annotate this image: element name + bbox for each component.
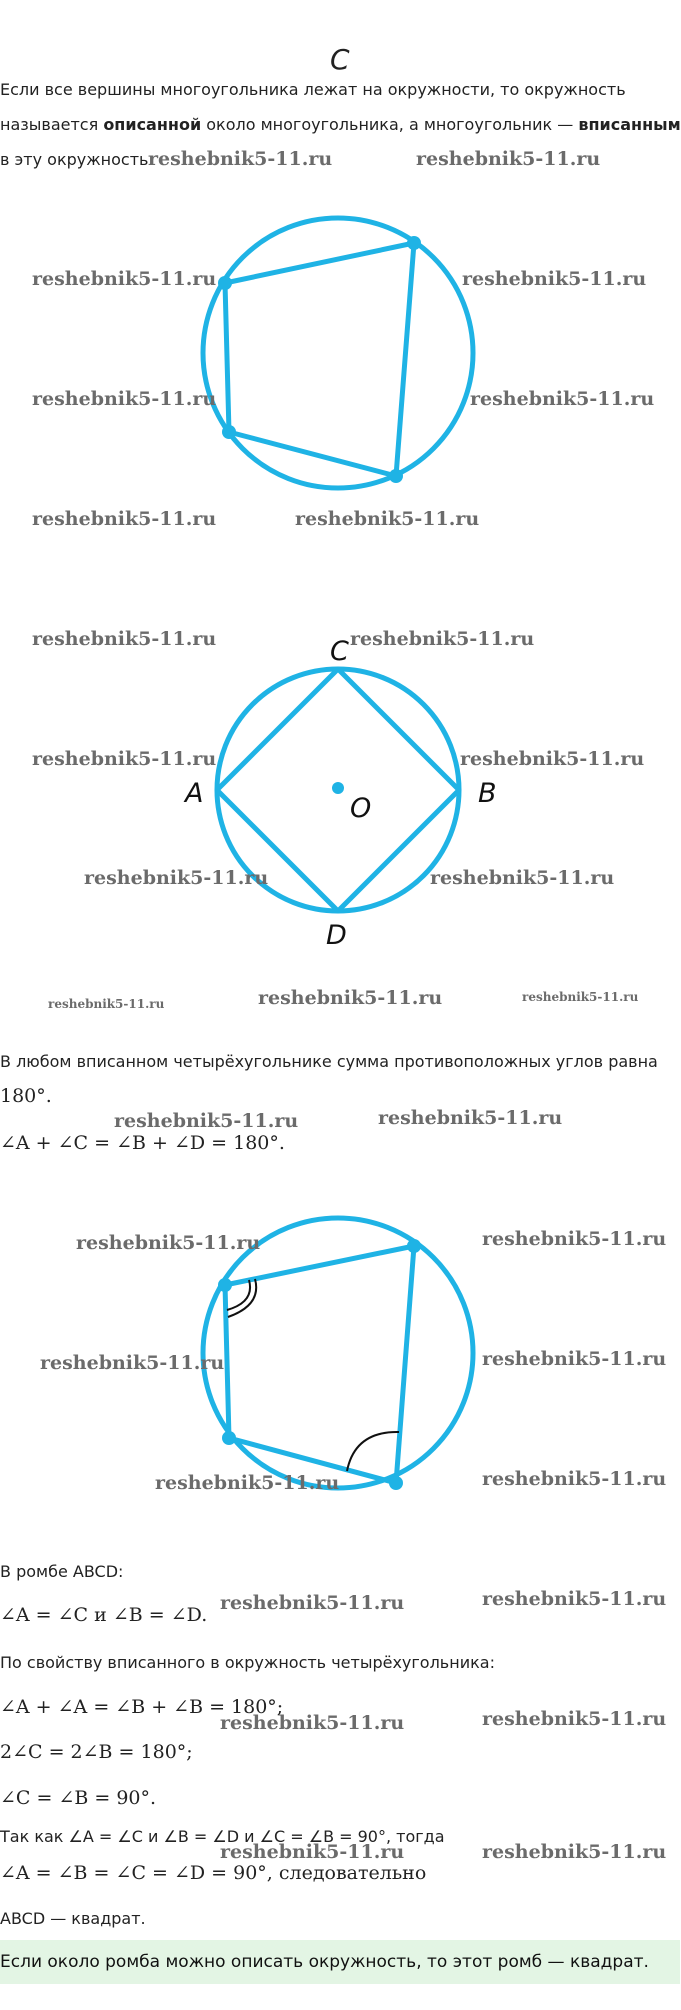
watermark: reshebnik5-11.ru bbox=[32, 388, 217, 410]
intro-text-c: около многоугольника, а многоугольник — bbox=[201, 115, 579, 134]
watermark: reshebnik5-11.ru bbox=[32, 268, 217, 290]
watermark: reshebnik5-11.ru bbox=[430, 867, 615, 889]
label-b: B bbox=[478, 778, 497, 809]
theorem-line-1: В любом вписанном четырёхугольнике сумма противоположных углов равна bbox=[0, 1052, 658, 1071]
label-c: C bbox=[330, 636, 349, 667]
watermark: reshebnik5-11.ru bbox=[482, 1468, 667, 1490]
vertex-point bbox=[218, 1278, 232, 1292]
watermark: reshebnik5-11.ru bbox=[482, 1348, 667, 1370]
figure-inscribed-quadrilateral bbox=[0, 200, 680, 500]
watermark: reshebnik5-11.ru bbox=[148, 148, 333, 170]
watermark: reshebnik5-11.ru bbox=[84, 867, 269, 889]
intro-line-1: Если все вершины многоугольника лежат на окружности, то окружность bbox=[0, 80, 626, 99]
vertex-point bbox=[222, 1431, 236, 1445]
watermark: reshebnik5-11.ru bbox=[295, 508, 480, 530]
circumcircle bbox=[203, 1218, 473, 1488]
watermark: reshebnik5-11.ru bbox=[462, 268, 647, 290]
figure-square-in-circle bbox=[0, 610, 680, 950]
watermark: reshebnik5-11.ru bbox=[482, 1588, 667, 1610]
angle-mark-single bbox=[347, 1432, 399, 1471]
watermark: reshebnik5-11.ru bbox=[32, 748, 217, 770]
conclusion-text: Если около ромба можно описать окружность, то этот ромб — квадрат. bbox=[0, 1952, 649, 1972]
watermark: reshebnik5-11.ru bbox=[32, 508, 217, 530]
center-point bbox=[332, 782, 344, 794]
vertex-point bbox=[407, 236, 421, 250]
watermark: reshebnik5-11.ru bbox=[76, 1232, 261, 1254]
proof-property: По свойству вписанного в окружность четырёхугольника: bbox=[0, 1653, 495, 1672]
watermark: reshebnik5-11.ru bbox=[482, 1841, 667, 1863]
watermark: reshebnik5-11.ru bbox=[258, 987, 443, 1009]
watermark: reshebnik5-11.ru bbox=[155, 1472, 340, 1494]
quadrilateral bbox=[225, 1246, 414, 1483]
watermark: reshebnik5-11.ru bbox=[416, 148, 601, 170]
proof-eq-5: ∠A = ∠B = ∠C = ∠D = 90°, следовательно bbox=[0, 1862, 427, 1884]
watermark: reshebnik5-11.ru bbox=[470, 388, 655, 410]
proof-eq-3: 2∠C = 2∠B = 180°; bbox=[0, 1741, 193, 1763]
watermark: reshebnik5-11.ru bbox=[482, 1708, 667, 1730]
term-circumscribed: описанной bbox=[103, 115, 202, 134]
proof-eq-2: ∠A + ∠A = ∠B + ∠B = 180°; bbox=[0, 1696, 284, 1718]
proof-since: Так как ∠A = ∠C и ∠B = ∠D и ∠C = ∠B = 90°, тогда bbox=[0, 1827, 445, 1846]
intro-line-2 bbox=[0, 115, 681, 135]
theorem-deg: 180°. bbox=[0, 1085, 52, 1107]
label-d: D bbox=[326, 920, 347, 951]
intro-text-a: называется bbox=[0, 115, 104, 134]
header-letter: C bbox=[330, 43, 350, 76]
watermark: reshebnik5-11.ru bbox=[40, 1352, 225, 1374]
proof-eq-4: ∠C = ∠B = 90°. bbox=[0, 1787, 157, 1809]
intro-line-3: в эту окружность. bbox=[0, 150, 154, 169]
label-a: A bbox=[185, 778, 204, 809]
term-inscribed: вписанным bbox=[578, 115, 681, 134]
vertex-point bbox=[389, 1476, 403, 1490]
proof-rhombus: В ромбе ABCD: bbox=[0, 1562, 124, 1581]
conclusion-box bbox=[0, 1940, 680, 1984]
watermark: reshebnik5-11.ru bbox=[482, 1228, 667, 1250]
watermark: reshebnik5-11.ru bbox=[32, 628, 217, 650]
vertex-point bbox=[222, 425, 236, 439]
watermark: reshebnik5-11.ru bbox=[460, 748, 645, 770]
proof-square: ABCD — квадрат. bbox=[0, 1909, 146, 1928]
proof-eq-1: ∠A = ∠C и ∠B = ∠D. bbox=[0, 1604, 208, 1626]
label-o: O bbox=[350, 793, 372, 824]
watermark: reshebnik5-11.ru bbox=[48, 997, 165, 1011]
watermark: reshebnik5-11.ru bbox=[350, 628, 535, 650]
vertex-point bbox=[218, 276, 232, 290]
theorem-formula: ∠A + ∠C = ∠B + ∠D = 180°. bbox=[0, 1132, 285, 1154]
watermark: reshebnik5-11.ru bbox=[522, 990, 639, 1004]
vertex-point bbox=[389, 469, 403, 483]
watermark: reshebnik5-11.ru bbox=[220, 1712, 405, 1734]
watermark: reshebnik5-11.ru bbox=[378, 1107, 563, 1129]
watermark: reshebnik5-11.ru bbox=[220, 1841, 405, 1863]
vertex-point bbox=[407, 1239, 421, 1253]
watermark: reshebnik5-11.ru bbox=[220, 1592, 405, 1614]
watermark: reshebnik5-11.ru bbox=[114, 1110, 299, 1132]
quadrilateral bbox=[225, 243, 414, 476]
